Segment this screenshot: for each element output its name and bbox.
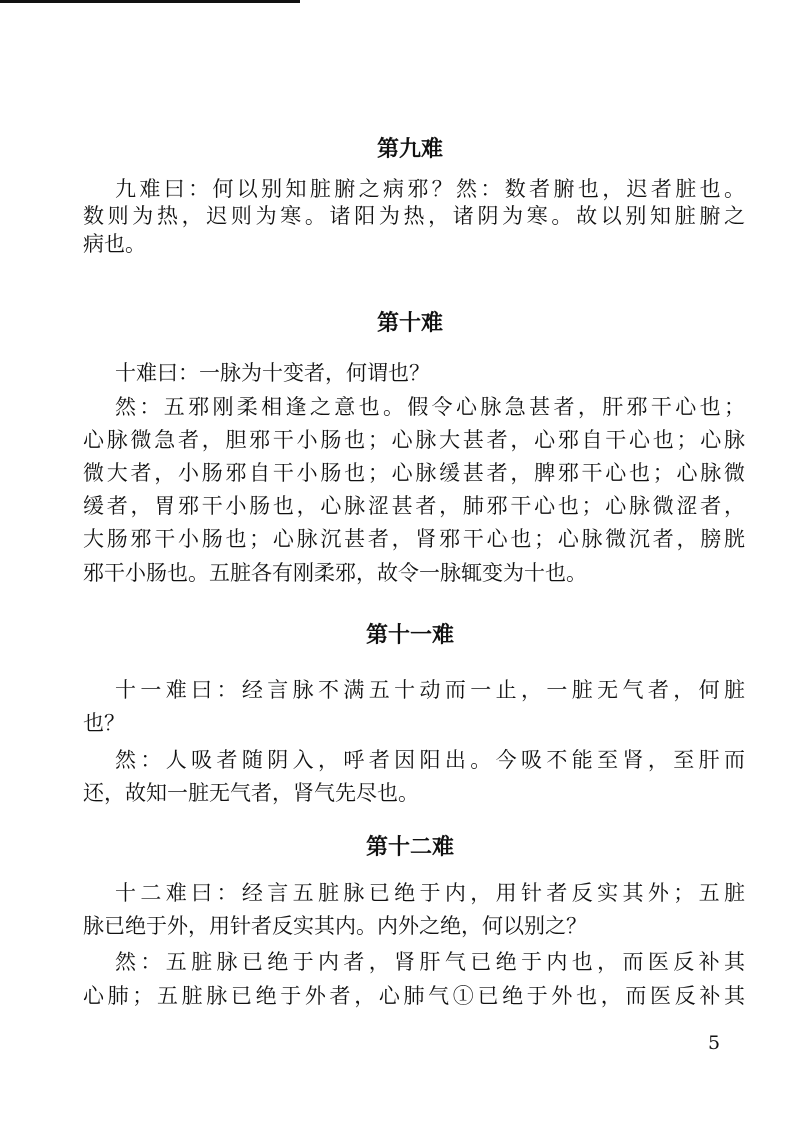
text-line: 然：人吸者随阴入，呼者因阳出。今吸不能至肾，至肝而 [115,748,745,772]
text-line: 数则为热，迟则为寒。诸阳为热，诸阴为寒。故以别知脏腑之 [83,204,745,228]
section-heading-11: 第十一难 [365,623,454,648]
text-line: 脉已绝于外，用针者反实其内。内外之绝，何以别之？ [83,914,587,938]
text-line: 缓者，胃邪干小肠也，心脉涩甚者，肺邪干心也；心脉微涩者， [83,494,745,518]
page-number: 5 [708,1032,721,1054]
text-line: 十一难曰：经言脉不满五十动而一止，一脏无气者，何脏 [115,678,745,702]
text-line: 邪干小肠也。五脏各有刚柔邪，故令一脉辄变为十也。 [83,561,587,585]
text-line: 也？ [83,711,125,735]
text-line: 大肠邪干小肠也；心脉沉甚者，肾邪干心也；心脉微沉者，膀胱 [83,527,745,551]
text-line: 心肺；五脏脉已绝于外者，心肺气①已绝于外也，而医反补其 [83,984,745,1008]
text-line: 还，故知一脏无气者，肾气先尽也。 [83,781,419,805]
text-line: 病也。 [83,232,146,256]
text-line: 微大者，小肠邪自干小肠也；心脉缓甚者，脾邪干心也；心脉微 [83,461,745,485]
section-heading-10: 第十难 [376,311,443,336]
section-heading-9: 第九难 [376,137,443,162]
section-heading-12: 第十二难 [365,835,454,860]
text-line: 然：五脏脉已绝于内者，肾肝气已绝于内也，而医反补其 [115,950,745,974]
text-line: 九难曰：何以别知脏腑之病邪？然：数者腑也，迟者脏也。 [115,177,745,201]
text-line: 十难曰：一脉为十变者，何谓也？ [115,361,430,385]
text-line: 十二难曰：经言五脏脉已绝于内，用针者反实其外；五脏 [115,881,745,905]
text-line: 然：五邪刚柔相逢之意也。假令心脉急甚者，肝邪干心也； [115,395,745,419]
text-line: 心脉微急者，胆邪干小肠也；心脉大甚者，心邪自干心也；心脉 [83,428,745,452]
scan-edge-bar [0,0,300,3]
